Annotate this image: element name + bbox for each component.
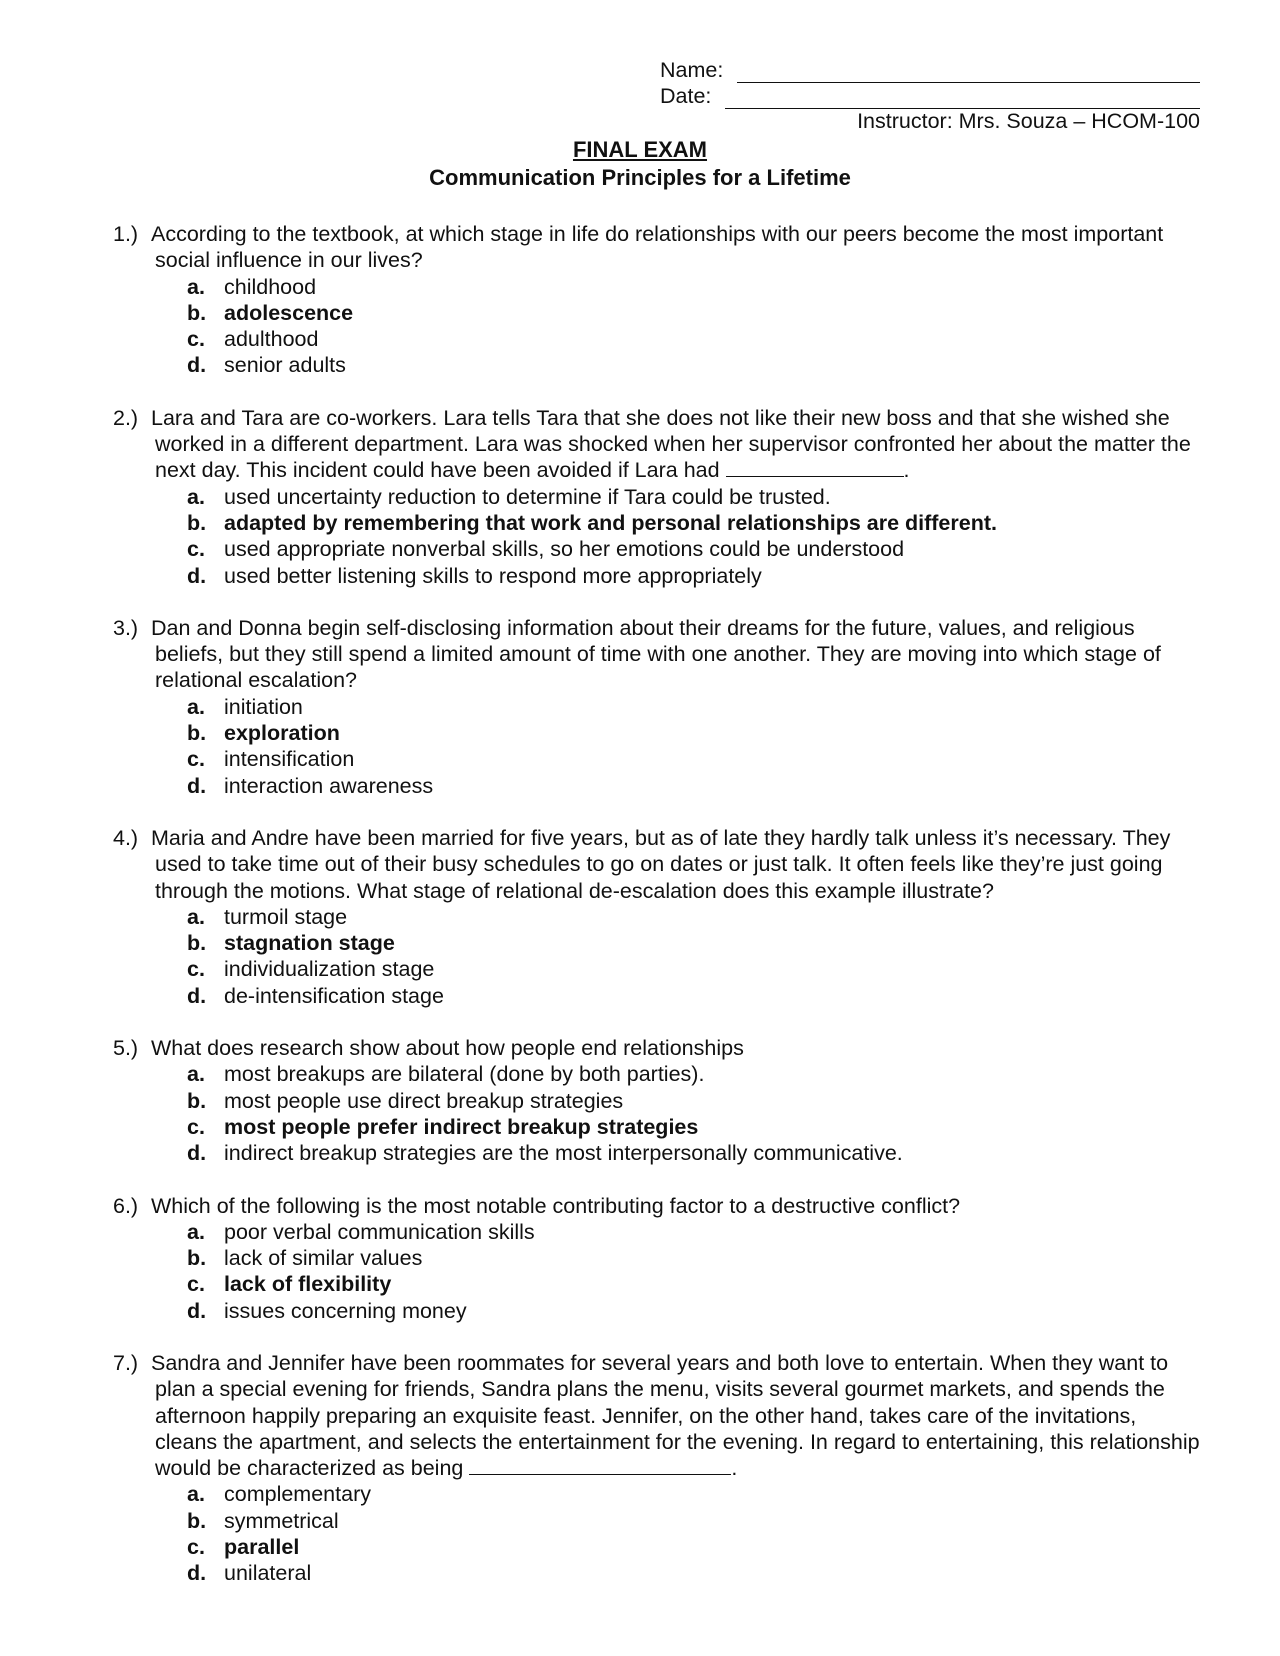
question-2 [113,405,1203,589]
answer-list [113,484,1203,589]
answer-text: unilateral [224,1561,312,1586]
answer-option-correct [113,510,1203,536]
answer-option [113,956,1203,982]
answer-option [113,904,1203,930]
answer-option [113,274,1203,300]
question-text-body: Lara and Tara are co-workers. Lara tells Tara that she does not like their new boss and that she wished she worked in a different department. Lara was shocked when her supervisor confronted her about the matter the next day. This incident could have been avoided if Lara had [151,405,1191,483]
answer-text: lack of similar values [224,1246,423,1271]
date-label: Date: [660,83,712,108]
question-number: 7.) [113,1350,139,1375]
answer-letter: c. [187,1272,205,1297]
answer-option [113,1219,1203,1245]
answer-option [113,1245,1203,1271]
question-text-body: Sandra and Jennifer have been roommates for several years and both love to entertain. When they want to plan a special evening for friends, Sandra plans the menu, visits several gourmet markets, and spends the afternoon happily preparing an exquisite feast. Jennifer, on the other hand, takes care of the invitations, cleans the apartment, and selects the entertainment for the evening. In regard to entertaining, this relationship would be characterized as being [151,1350,1200,1481]
answer-letter: b. [187,931,207,956]
answer-text: de-intensification stage [224,983,444,1008]
answer-letter: b. [187,510,207,535]
answer-option [113,563,1203,589]
answer-option [113,484,1203,510]
answer-text: issues concerning money [224,1298,467,1323]
question-text-body: Maria and Andre have been married for five years, but as of late they hardly talk unless it’s necessary. They used to take time out of their busy schedules to go on dates or just talk. It often feels like they’re just going through the motions. What stage of relational de-escalation does this example illustrate? [151,825,1171,903]
question-text-body: Dan and Donna begin self-disclosing information about their dreams for the future, values, and religious beliefs, but they still spend a limited amount of time with one another. They are moving into which stage of relational escalation? [151,615,1161,693]
answer-letter: b. [187,300,207,325]
question-text [113,615,1203,694]
question-text [113,1193,1203,1219]
student-info-block [660,57,1200,109]
answer-option [113,326,1203,352]
answer-text: exploration [224,721,340,746]
date-line [660,83,1200,109]
answer-option [113,983,1203,1009]
answer-text: used better listening skills to respond more appropriately [224,563,762,588]
answer-option-correct [113,1271,1203,1297]
answer-text: stagnation stage [224,931,395,956]
question-3 [113,615,1203,799]
answer-text: interaction awareness [224,773,434,798]
answer-letter: d. [187,1298,207,1323]
question-4 [113,825,1203,1009]
answer-option [113,1508,1203,1534]
answer-letter: d. [187,563,207,588]
period: . [731,1456,738,1481]
answer-text: used uncertainty reduction to determine if Tara could be trusted. [224,484,831,509]
answer-option [113,1088,1203,1114]
answer-list [113,694,1203,799]
answer-text: used appropriate nonverbal skills, so her emotions could be understood [224,537,905,562]
answer-option [113,536,1203,562]
answer-letter: c. [187,327,205,352]
question-number: 5.) [113,1036,139,1061]
answer-letter: c. [187,957,205,982]
answer-letter: b. [187,1246,207,1271]
answer-text: adulthood [224,327,319,352]
answer-option [113,1560,1203,1586]
question-text-body: What does research show about how people end relationships [151,1036,744,1061]
fill-in-blank [726,458,904,477]
answer-text: adolescence [224,300,354,325]
answer-text: most breakups are bilateral (done by both parties). [224,1062,705,1087]
answer-letter: d. [187,1561,207,1586]
answer-text: most people use direct breakup strategies [224,1088,624,1113]
answer-text: lack of flexibility [224,1272,392,1297]
answer-option-correct [113,720,1203,746]
answer-option-correct [113,1534,1203,1560]
answer-letter: a. [187,1482,205,1507]
answer-letter: d. [187,1141,207,1166]
answer-letter: a. [187,1062,205,1087]
question-number: 3.) [113,615,139,640]
name-label: Name: [660,57,724,82]
answer-letter: c. [187,1535,205,1560]
question-number: 4.) [113,825,139,850]
question-text [113,1035,1203,1061]
answer-list [113,1061,1203,1166]
answer-letter: c. [187,1114,205,1139]
question-text [113,405,1203,484]
question-text [113,1350,1203,1481]
instructor-line: Instructor: Mrs. Souza – HCOM-100 [857,109,1200,133]
name-blank [737,62,1200,83]
exam-title: FINAL EXAM [572,137,708,162]
question-number: 6.) [113,1193,139,1218]
answer-text: symmetrical [224,1508,339,1533]
answer-text: adapted by remembering that work and personal relationships are different. [224,510,997,535]
answer-option [113,773,1203,799]
answer-text: parallel [224,1535,300,1560]
question-number: 2.) [113,405,139,430]
answer-option [113,1298,1203,1324]
answer-text: poor verbal communication skills [224,1219,535,1244]
period: . [903,458,910,483]
answer-option-correct [113,300,1203,326]
answer-option [113,1061,1203,1087]
question-text [113,825,1203,904]
answer-list [113,904,1203,1009]
fill-in-blank [469,1456,731,1475]
answer-option [113,352,1203,378]
answer-letter: d. [187,983,207,1008]
answer-letter: a. [187,694,205,719]
answer-text: most people prefer indirect breakup strategies [224,1114,699,1139]
answer-letter: a. [187,904,205,929]
answer-option-correct [113,1114,1203,1140]
answer-list [113,1219,1203,1324]
answer-option [113,1140,1203,1166]
question-text [113,221,1203,274]
answer-letter: b. [187,1088,207,1113]
question-5 [113,1035,1203,1166]
question-text-body: Which of the following is the most notable contributing factor to a destructive conflict? [151,1193,961,1218]
answer-list [113,274,1203,379]
answer-option-correct [113,930,1203,956]
answer-text: intensification [224,747,355,772]
answer-option [113,694,1203,720]
answer-letter: b. [187,721,207,746]
question-number: 1.) [113,222,139,246]
question-list [113,221,1203,1613]
answer-letter: d. [187,773,207,798]
answer-text: childhood [224,274,317,299]
answer-text: indirect breakup strategies are the most interpersonally communicative. [224,1141,903,1166]
name-line [660,57,1200,83]
answer-option [113,746,1203,772]
answer-text: turmoil stage [224,904,348,929]
question-7 [113,1350,1203,1587]
answer-text: individualization stage [224,957,435,982]
answer-letter: a. [187,484,205,509]
answer-text: initiation [224,694,303,719]
answer-text: senior adults [224,353,346,378]
question-1 [113,221,1203,379]
answer-option [113,1481,1203,1507]
answer-letter: c. [187,747,205,772]
answer-letter: a. [187,274,205,299]
answer-letter: b. [187,1508,207,1533]
question-6 [113,1193,1203,1324]
exam-subtitle: Communication Principles for a Lifetime [429,165,851,190]
answer-letter: a. [187,1219,205,1244]
answer-letter: c. [187,537,205,562]
answer-list [113,1481,1203,1586]
answer-text: complementary [224,1482,371,1507]
date-blank [725,88,1200,109]
question-text-body: According to the textbook, at which stage in life do relationships with our peers become the most important social influence in our lives? [151,222,1164,273]
answer-letter: d. [187,353,207,378]
